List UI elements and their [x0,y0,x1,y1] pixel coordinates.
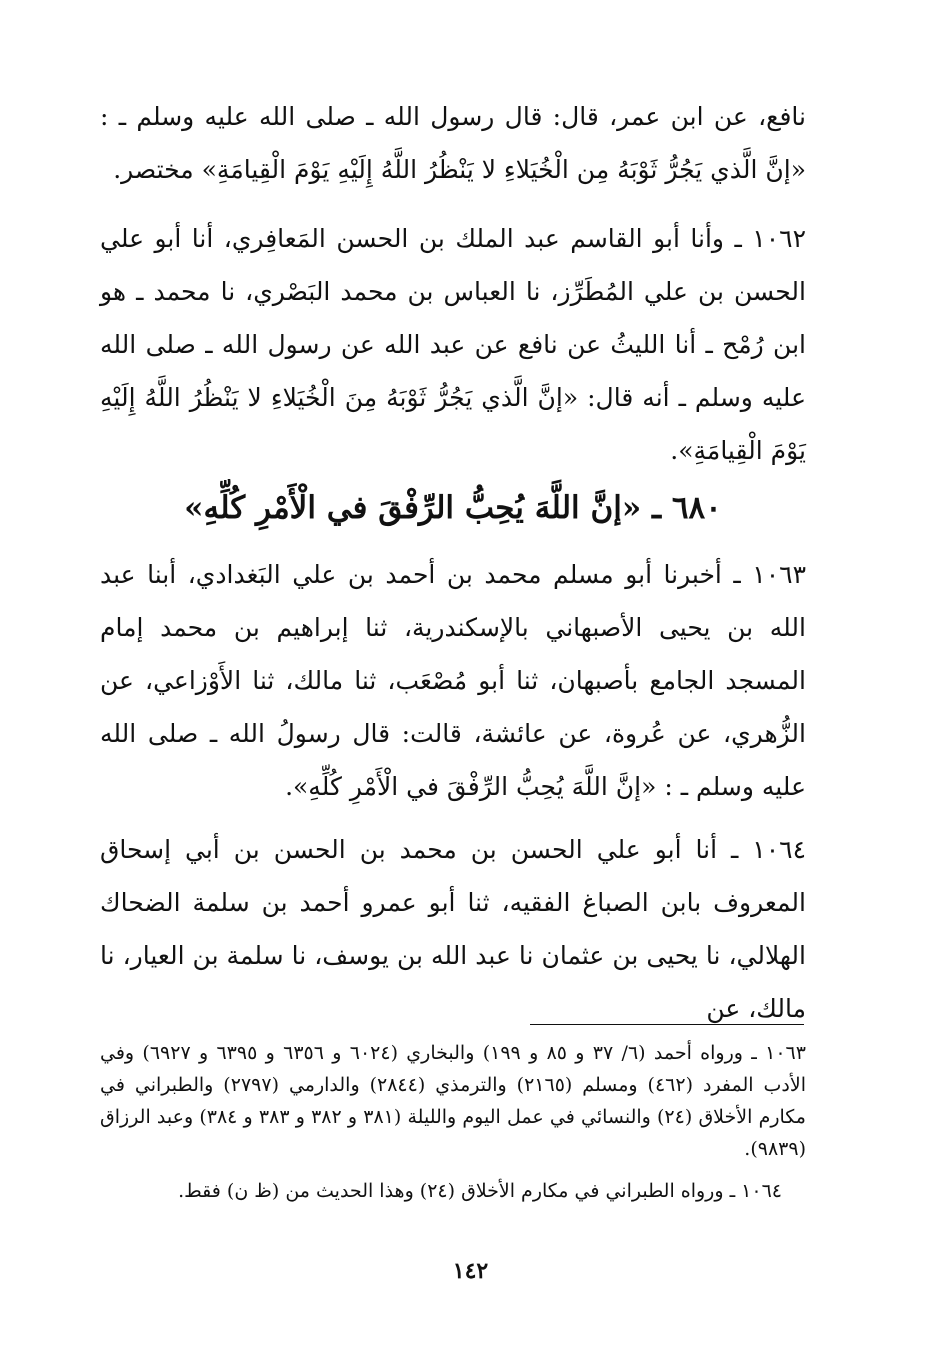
footnote-1064: ١٠٦٤ ـ ورواه الطبراني في مكارم الأخلاق (٢٤) وهذا الحديث من (ظ ن) فقط. [178,1180,782,1202]
paragraph-intro [100,90,806,196]
page-number: ١٤٢ [452,1258,489,1284]
footnote-1063: ١٠٦٣ ـ ورواه أحمد (٦/ ٣٧ و ٨٥ و ١٩٩) والبخاري (٦٠٢٤ و ٦٣٥٦ و ٦٣٩٥ و ٦٩٢٧) وفي الأدب المفرد (٤٦٢) ومسلم (٢١٦٥) والترمذي (٢٨٤٤) والدارمي (٢٧٩٧) والطبراني في مكارم الأخلاق (٢٤) والنسائي في عمل اليوم والليلة (٣٨١ و ٣٨٢ و ٣٨٣ و ٣٨٤) وعبد الرزاق (٩٨٣٩). [100,1042,806,1160]
footnote-divider [530,1024,804,1025]
paragraph-1064 [100,823,806,1035]
section-heading: ٦٨٠ ـ «إنَّ اللَّهَ يُحِبُّ الرِّفْقَ في الْأَمْرِ كُلِّهِ» [184,490,722,526]
paragraph-text: نافع، عن ابن عمر، قال: قال رسول الله ـ صلى الله عليه وسلم ـ : «إنَّ الَّذي يَجُرُّ ثَوْبَهُ مِن الْخُيَلاءِ لا يَنْظُرُ اللَّهُ إِلَيْهِ يَوْمَ الْقِيامَةِ» مختصر. [100,102,806,184]
paragraph-1063 [100,548,806,813]
paragraph-text: ١٠٦٣ ـ أخبرنا أبو مسلم محمد بن أحمد بن علي البَغدادي، أبنا عبد الله بن يحيى الأصبهاني بالإسكندرية، ثنا إبراهيم بن محمد إمام المسجد الجامع بأصبهان، ثنا أبو مُصْعَب، ثنا مالك، ثنا الأَوْزاعي، عن الزُّهري، عن عُروة، عن عائشة، قالت: قال رسولُ الله ـ صلى الله عليه وسلم ـ : «إنَّ اللَّهَ يُحِبُّ الرِّفْقَ في الْأَمْرِ كُلِّهِ». [100,560,806,801]
paragraph-1062 [100,212,806,477]
paragraph-text: ١٠٦٢ ـ وأنا أبو القاسم عبد الملك بن الحسن المَعافِري، أنا أبو علي الحسن بن علي المُطَرِّز، نا العباس بن محمد البَصْري، نا محمد ـ هو ابن رُمْح ـ أنا الليثُ عن نافع عن عبد الله عن رسول الله ـ صلى الله عليه وسلم ـ أنه قال: «إنَّ الَّذي يَجُرُّ ثَوْبَهُ مِنَ الْخُيَلاءِ لا يَنْظُرُ اللَّهُ إِلَيْهِ يَوْمَ الْقِيامَةِ». [100,224,806,465]
paragraph-text: ١٠٦٤ ـ أنا أبو علي الحسن بن محمد بن الحسن بن أبي إسحاق المعروف بابن الصباغ الفقيه، ثنا أبو عمرو أحمد بن سلمة الضحاك الهلالي، نا يحيى بن عثمان نا عبد الله بن يوسف، نا سلمة بن العيار، نا مالك، عن [100,835,806,1023]
footnotes [100,1037,806,1207]
